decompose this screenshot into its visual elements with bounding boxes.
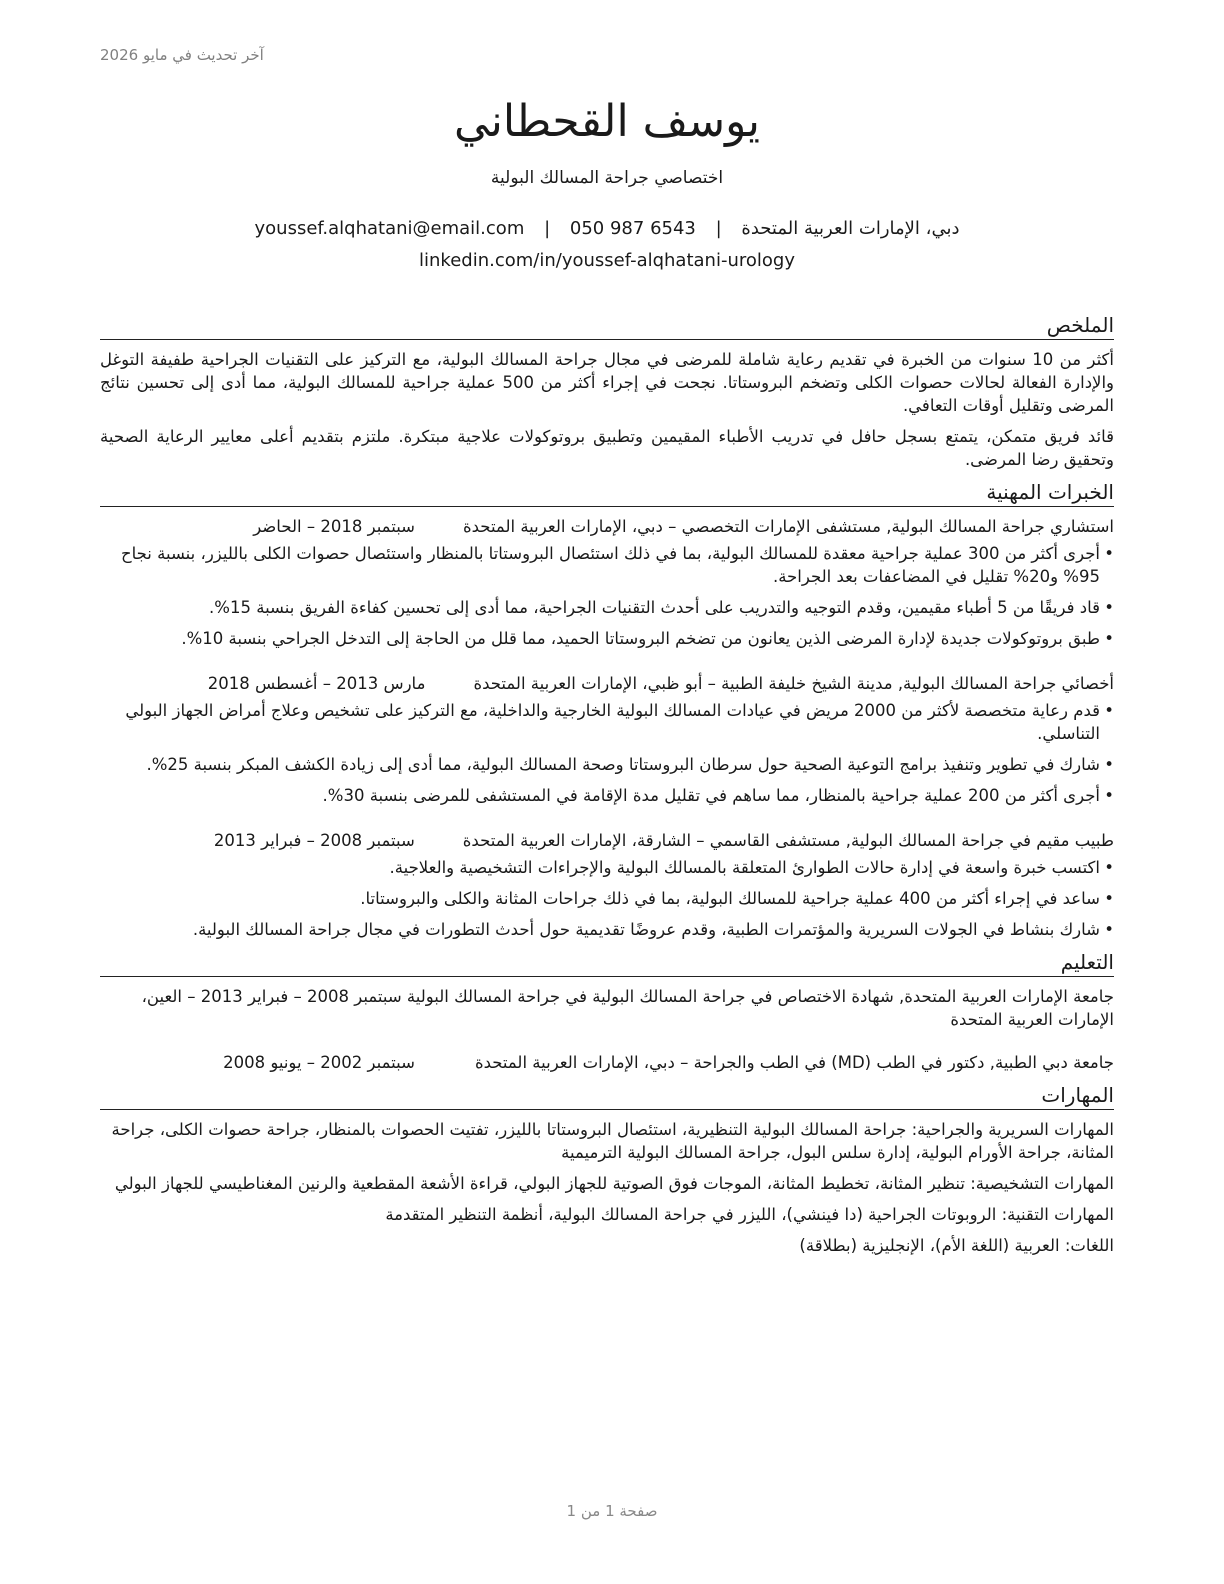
job-header: [100, 515, 1114, 538]
contact-line: [100, 216, 1114, 242]
contact-location: دبي، الإمارات العربية المتحدة: [741, 218, 960, 239]
job-entry: [100, 515, 1114, 650]
candidate-name: يوسف القحطاني: [453, 96, 761, 147]
job-bullets: [100, 542, 1114, 650]
job-bullet: • اكتسب خبرة واسعة في إدارة حالات الطوارئ المتعلقة بالمسالك البولية والإجراءات التشخيصية والعلاجية.: [100, 856, 1114, 879]
job-entry: [100, 829, 1114, 941]
skill-line: المهارات التشخيصية: تنظير المثانة، تخطيط المثانة، الموجات فوق الصوتية للجهاز البولي، قراءة الأشعة المقطعية والرنين المغناطيسي للجهاز البولي: [114, 1174, 1114, 1193]
contact-separator: |: [715, 218, 722, 239]
contact-phone: 050 987 6543: [569, 218, 696, 239]
resume-body: [100, 312, 1114, 1265]
job-bullet: • أجرى أكثر من 300 عملية جراحية معقدة للمسالك البولية، بما في ذلك استئصال البروستاتا بالمنظار واستئصال حصوات الكلى بالليزر، بنسبة نجاح 95% و20% تقليل في المضاعفات بعد الجراحة.: [100, 542, 1114, 588]
job-bullets: [100, 699, 1114, 807]
job-entry: [100, 672, 1114, 807]
skill-line: المهارات السريرية والجراحية: جراحة المسالك البولية التنظيرية، استئصال البروستاتا بالليزر، تفتيت الحصوات بالمنظار، جراحة حصوات الكلى، جراحة المثانة، جراحة الأورام البولية، إدارة سلس البول، جراحة المسالك البولية الترميمية: [111, 1120, 1114, 1162]
job-dates: سبتمبر 2008 – فبراير 2013: [213, 831, 415, 850]
job-bullet: • طبق بروتوكولات جديدة لإدارة المرضى الذين يعانون من تضخم البروستاتا الحميد، مما قلل من الحاجة إلى التدخل الجراحي بنسبة 10%.: [100, 627, 1114, 650]
job-dates: سبتمبر 2018 – الحاضر: [253, 517, 415, 536]
job-bullet: • قاد فريقًا من 5 أطباء مقيمين، وقدم التوجيه والتدريب على أحدث التقنيات الجراحية، مما أدى إلى تحسين كفاءة الفريق بنسبة 15%.: [100, 596, 1114, 619]
resume-header: [100, 92, 1114, 274]
education-text: جامعة دبي الطبية, دكتور في الطب (MD) في الطب والجراحة – دبي، الإمارات العربية المتحدة: [474, 1053, 1114, 1072]
education-section: [100, 949, 1114, 1074]
contact-email[interactable]: youssef.alqhatani@email.com: [254, 218, 525, 239]
summary-paragraph: قائد فريق متمكن، يتمتع بسجل حافل في تدريب الأطباء المقيمين وتطبيق بروتوكولات علاجية مبتكرة. ملتزم بتقديم أعلى معايير الرعاية الصحية وتحقيق رضا المرضى.: [100, 427, 1114, 469]
job-title-org: طبيب مقيم في جراحة المسالك البولية, مستشفى القاسمي – الشارقة، الإمارات العربية المتحدة: [462, 831, 1114, 850]
experience-heading: الخبرات المهنية: [100, 479, 1114, 507]
education-entry: [100, 985, 1114, 1031]
summary-paragraph: أكثر من 10 سنوات من الخبرة في تقديم رعاية شاملة للمرضى في مجال جراحة المسالك البولية، مع التركيز على التقنيات الجراحية طفيفة التوغل والإدارة الفعالة لحالات حصوات الكلى وتضخم البروستاتا. نجحت في إجراء أكثر من 500 عملية جراحية للمسالك البولية، مما أدى إلى تحسين نتائج المرضى وتقليل أوقات التعافي.: [100, 350, 1115, 415]
skill-line: المهارات التقنية: الروبوتات الجراحية (دا فينشي)، الليزر في جراحة المسالك البولية، أنظمة التنظير المتقدمة: [385, 1205, 1114, 1224]
job-dates: مارس 2013 – أغسطس 2018: [207, 674, 426, 693]
job-bullet: • شارك بنشاط في الجولات السريرية والمؤتمرات الطبية، وقدم عروضًا تقديمية حول أحدث التطورات في مجال جراحة المسالك البولية.: [100, 918, 1114, 941]
job-bullet: • أجرى أكثر من 200 عملية جراحية بالمنظار، مما ساهم في تقليل مدة الإقامة في المستشفى للمرضى بنسبة 30%.: [100, 784, 1114, 807]
job-bullet: • ساعد في إجراء أكثر من 400 عملية جراحية للمسالك البولية، بما في ذلك جراحات المثانة والكلى والبروستاتا.: [100, 887, 1114, 910]
education-heading: التعليم: [100, 949, 1114, 977]
summary-section: [100, 312, 1114, 471]
job-header: [100, 672, 1114, 695]
education-dates: سبتمبر 2002 – يونيو 2008: [223, 1053, 415, 1072]
job-bullets: [100, 856, 1114, 941]
job-title-org: استشاري جراحة المسالك البولية, مستشفى الإمارات التخصصي – دبي، الإمارات العربية المتحدة: [463, 517, 1114, 536]
education-text: جامعة الإمارات العربية المتحدة, شهادة الاختصاص في جراحة المسالك البولية في جراحة المسالك البولية سبتمبر 2008 – فبراير 2013 – العين، الإمارات العربية المتحدة: [141, 987, 1114, 1029]
job-header: [100, 829, 1114, 852]
job-bullet: • قدم رعاية متخصصة لأكثر من 2000 مريض في عيادات المسالك البولية الخارجية والداخلية، مع التركيز على تشخيص وعلاج أمراض الجهاز البولي التناسلي.: [100, 699, 1114, 745]
job-bullet: • شارك في تطوير وتنفيذ برامج التوعية الصحية حول سرطان البروستاتا وصحة المسالك البولية، مما أدى إلى زيادة الكشف المبكر بنسبة 25%.: [100, 753, 1114, 776]
skills-heading: المهارات: [100, 1082, 1114, 1110]
last-updated-note: آخر تحديث في مايو 2026: [100, 46, 264, 64]
page-number: صفحة 1 من 1: [566, 1502, 658, 1520]
summary-heading: الملخص: [100, 312, 1114, 340]
job-title-org: أخصائي جراحة المسالك البولية, مدينة الشيخ خليفة الطبية – أبو ظبي، الإمارات العربية المتحدة: [473, 674, 1114, 693]
candidate-title: اختصاصي جراحة المسالك البولية: [490, 168, 724, 188]
education-entry: [100, 1051, 1114, 1074]
linkedin-link[interactable]: linkedin.com/in/youssef-alqhatani-urology: [419, 250, 795, 271]
skills-section: [100, 1082, 1114, 1257]
contact-separator: |: [544, 218, 551, 239]
experience-section: [100, 479, 1114, 941]
skill-line: اللغات: العربية (اللغة الأم)، الإنجليزية (بطلاقة): [799, 1236, 1114, 1255]
